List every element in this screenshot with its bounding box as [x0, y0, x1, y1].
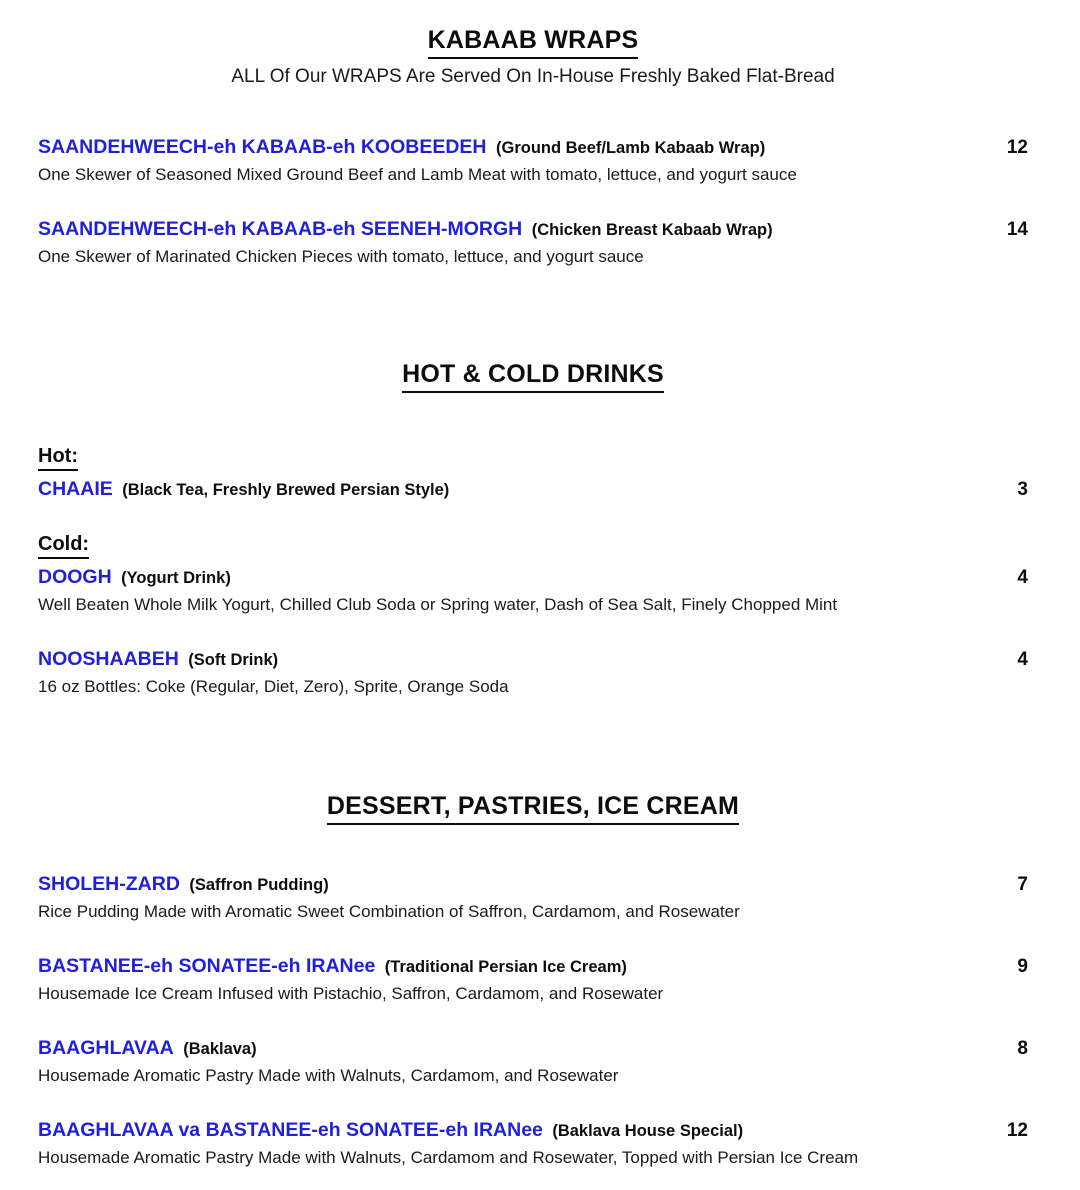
- item-price: 4: [1017, 648, 1028, 670]
- item-title: [38, 1119, 1007, 1142]
- item-price: 7: [1017, 873, 1028, 895]
- menu-item: [38, 1037, 1028, 1087]
- item-description: Housemade Aromatic Pastry Made with Walnuts, Cardamom, and Rosewater: [38, 1065, 619, 1085]
- subsection-heading: Hot:: [38, 445, 78, 471]
- menu-item: [38, 136, 1028, 186]
- menu-item: [38, 478, 1028, 501]
- item-description: One Skewer of Marinated Chicken Pieces with tomato, lettuce, and yogurt sauce: [38, 246, 644, 266]
- item-title: [38, 218, 1007, 241]
- menu-item-line: [38, 1037, 1028, 1060]
- item-name: BAAGHLAVAA va BASTANEE-eh SONATEE-eh IRANee: [38, 1118, 543, 1141]
- item-price: 9: [1017, 955, 1028, 977]
- item-label: (Ground Beef/Lamb Kabaab Wrap): [495, 138, 766, 157]
- item-label: (Traditional Persian Ice Cream): [384, 957, 627, 976]
- item-title: [38, 873, 1017, 896]
- section-desserts: [38, 792, 1028, 1169]
- menu-item-line: [38, 648, 1028, 671]
- menu-item-line: [38, 218, 1028, 241]
- item-description: Housemade Ice Cream Infused with Pistachio, Saffron, Cardamom, and Rosewater: [38, 983, 664, 1003]
- item-name: CHAAIE: [38, 477, 113, 500]
- section-kabaab-wraps: [38, 26, 1028, 268]
- item-name: SAANDEHWEECH-eh KABAAB-eh SEENEH-MORGH: [38, 217, 523, 240]
- menu-item-line: [38, 478, 1028, 501]
- menu-item: [38, 566, 1028, 616]
- menu-item: [38, 218, 1028, 268]
- item-name: BAAGHLAVAA: [38, 1036, 174, 1059]
- menu-item: [38, 955, 1028, 1005]
- item-title: [38, 648, 1017, 671]
- menu-item: [38, 1119, 1028, 1169]
- item-price: 12: [1006, 136, 1028, 158]
- item-name: SHOLEH-ZARD: [38, 872, 180, 895]
- item-price: 4: [1017, 566, 1028, 588]
- item-name: SAANDEHWEECH-eh KABAAB-eh KOOBEEDEH: [38, 135, 487, 158]
- item-name: DOOGH: [38, 565, 112, 588]
- section-subtitle: ALL Of Our WRAPS Are Served On In-House Freshly Baked Flat-Bread: [231, 65, 835, 87]
- item-title: [38, 566, 1017, 589]
- menu-item: [38, 873, 1028, 923]
- section-header: [38, 792, 1028, 825]
- item-label: (Soft Drink): [188, 650, 279, 669]
- item-title: [38, 955, 1017, 978]
- section-header: [38, 26, 1028, 88]
- item-description: Well Beaten Whole Milk Yogurt, Chilled Club Soda or Spring water, Dash of Sea Salt, Finely Chopped Mint: [38, 594, 838, 614]
- menu-item: [38, 648, 1028, 698]
- item-description: Rice Pudding Made with Aromatic Sweet Combination of Saffron, Cardamom, and Rosewater: [38, 901, 740, 921]
- item-price: 12: [1006, 1119, 1028, 1141]
- menu-item-line: [38, 873, 1028, 896]
- item-price: 3: [1017, 478, 1028, 500]
- item-title: [38, 136, 1007, 159]
- item-name: NOOSHAABEH: [38, 647, 179, 670]
- menu-item-line: [38, 1119, 1028, 1142]
- subsection-cold: [38, 533, 1028, 698]
- item-description: One Skewer of Seasoned Mixed Ground Beef and Lamb Meat with tomato, lettuce, and yogurt sauce: [38, 164, 797, 184]
- menu-item-line: [38, 566, 1028, 589]
- section-title: DESSERT, PASTRIES, ICE CREAM: [327, 792, 739, 825]
- subsection-hot: [38, 445, 1028, 501]
- section-title: HOT & COLD DRINKS: [402, 360, 664, 393]
- section-hot-cold-drinks: [38, 360, 1028, 698]
- item-label: (Baklava House Special): [552, 1121, 744, 1140]
- item-label: (Saffron Pudding): [189, 875, 329, 894]
- section-header: [38, 360, 1028, 393]
- item-price: 8: [1017, 1037, 1028, 1059]
- item-label: (Chicken Breast Kabaab Wrap): [531, 220, 773, 239]
- item-price: 14: [1006, 218, 1028, 240]
- item-name: BASTANEE-eh SONATEE-eh IRANee: [38, 954, 376, 977]
- item-label: (Baklava): [183, 1039, 257, 1058]
- menu-item-line: [38, 136, 1028, 159]
- item-description: 16 oz Bottles: Coke (Regular, Diet, Zero), Sprite, Orange Soda: [38, 676, 509, 696]
- item-label: (Yogurt Drink): [121, 568, 231, 587]
- item-title: [38, 478, 1017, 501]
- subsection-heading: Cold:: [38, 533, 89, 559]
- item-label: (Black Tea, Freshly Brewed Persian Style): [122, 480, 450, 499]
- menu-item-line: [38, 955, 1028, 978]
- item-description: Housemade Aromatic Pastry Made with Walnuts, Cardamom and Rosewater, Topped with Persian Ice Cream: [38, 1147, 859, 1167]
- section-title: KABAAB WRAPS: [428, 26, 639, 59]
- item-title: [38, 1037, 1017, 1060]
